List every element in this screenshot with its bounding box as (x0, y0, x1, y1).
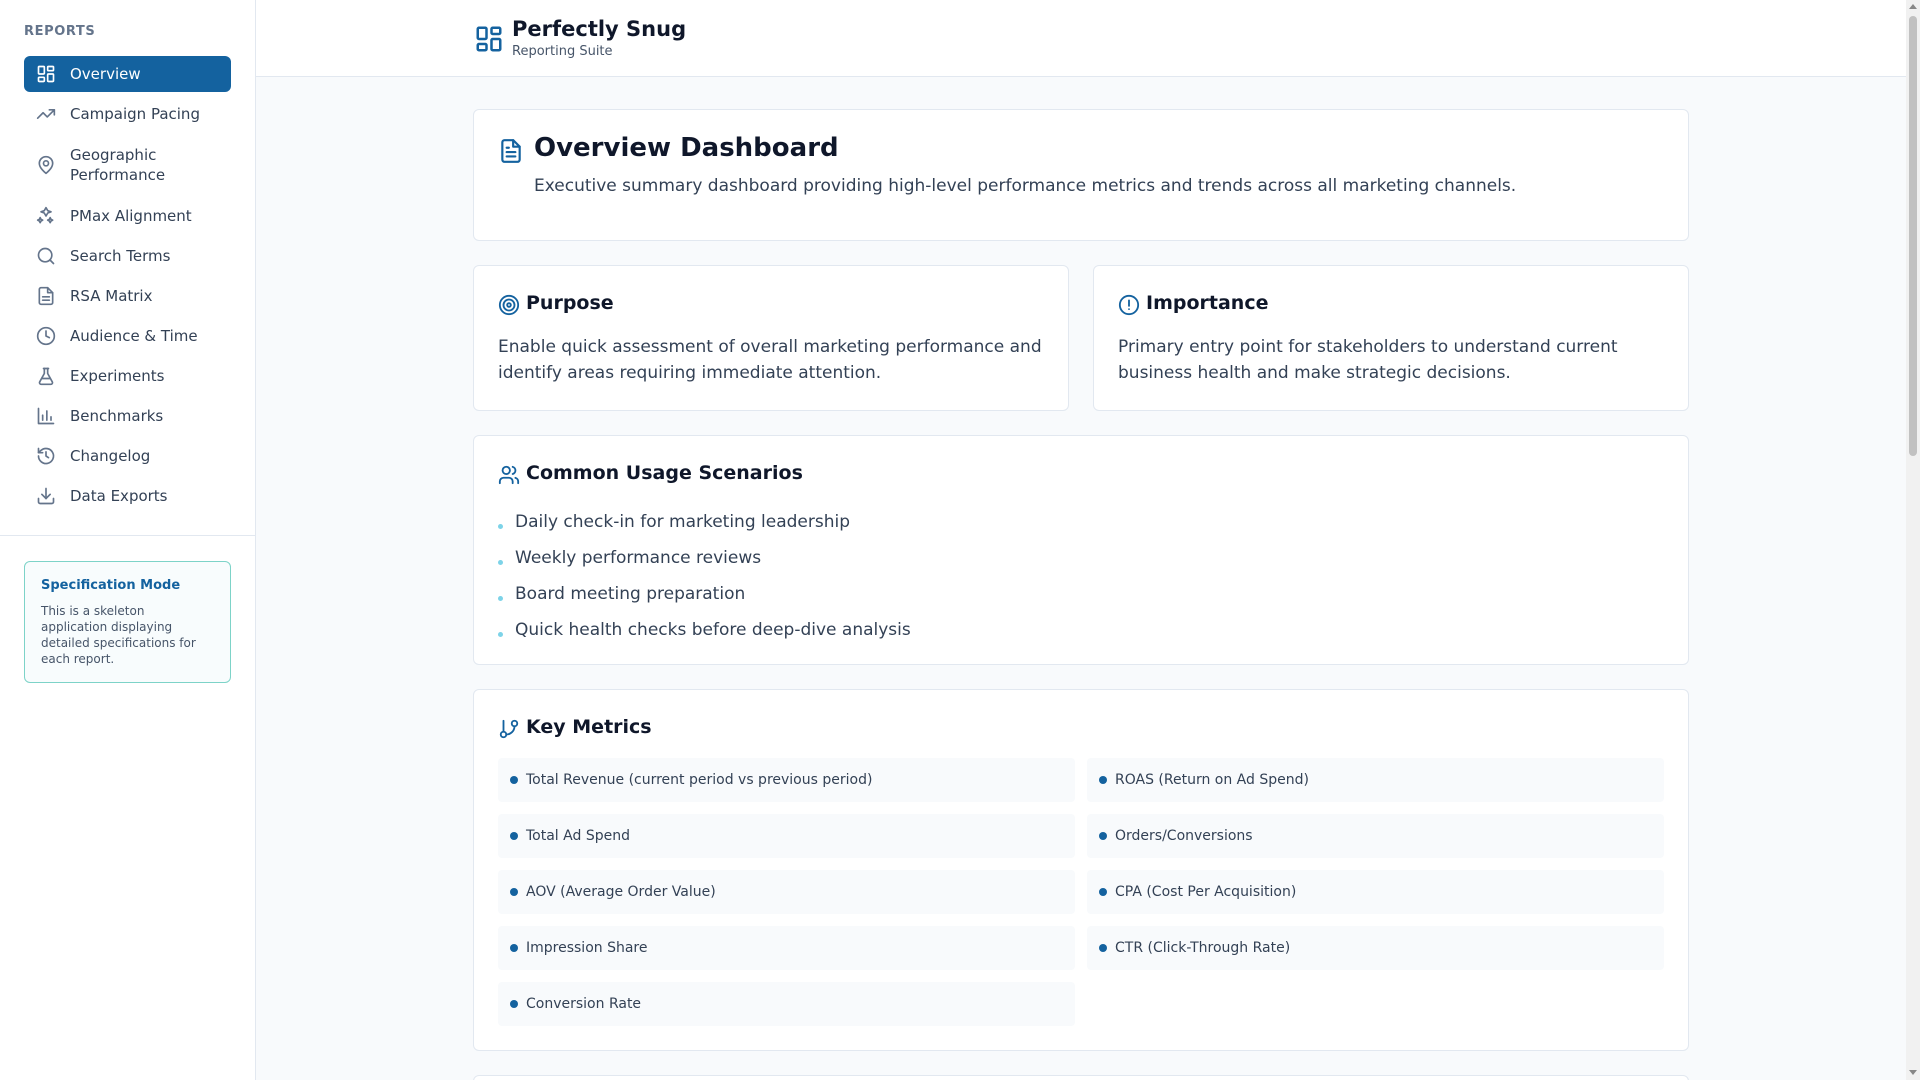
sidebar-item-label: Geographic Performance (70, 146, 166, 184)
download-icon (36, 486, 56, 506)
dashboard-icon (36, 64, 56, 84)
sidebar-item-changelog[interactable] (24, 438, 231, 474)
sidebar-item-benchmarks[interactable] (24, 398, 231, 434)
importance-card (1093, 265, 1689, 411)
next-section-card (473, 1075, 1689, 1080)
flask-icon (36, 366, 56, 386)
sidebar-nav (24, 56, 231, 518)
usage-item-text: Quick health checks before deep-dive analysis (515, 620, 911, 640)
metric-item (1087, 758, 1664, 802)
scroll-down-arrow[interactable] (1909, 1070, 1917, 1075)
list-item (498, 576, 911, 612)
bullet-dot (510, 832, 518, 840)
bullet-dot (1099, 832, 1107, 840)
metric-label: Orders/Conversions (1115, 828, 1253, 844)
purpose-card (473, 265, 1069, 411)
metric-item (1087, 926, 1664, 970)
sidebar-item-pmax-alignment[interactable] (24, 198, 231, 234)
metrics-title: Key Metrics (526, 716, 652, 738)
map-pin-icon (36, 155, 56, 175)
trending-up-icon (36, 104, 56, 124)
bar-chart-icon (36, 406, 56, 426)
usage-item-text: Weekly performance reviews (515, 548, 762, 568)
list-item (498, 612, 911, 648)
page-description: Executive summary dashboard providing high-level performance metrics and trends across all marketing channels. (534, 176, 1517, 196)
sidebar-item-audience-time[interactable] (24, 318, 231, 354)
metric-label: AOV (Average Order Value) (526, 884, 716, 900)
sidebar-item-search-terms[interactable] (24, 238, 231, 274)
search-icon (36, 246, 56, 266)
purpose-title: Purpose (526, 292, 614, 314)
usage-title: Common Usage Scenarios (526, 462, 803, 484)
metric-item (498, 870, 1075, 914)
bullet-dot (1099, 776, 1107, 784)
sidebar (0, 0, 256, 1080)
sidebar-item-data-exports[interactable] (24, 478, 231, 514)
metric-label: Total Ad Spend (526, 828, 630, 844)
sparkles-icon (36, 206, 56, 226)
sidebar-item-label: Changelog (70, 447, 151, 465)
overview-card (473, 109, 1689, 241)
target-icon (498, 294, 520, 316)
sidebar-item-geographic-performance[interactable] (24, 136, 231, 194)
specification-mode-notice (24, 561, 231, 683)
top-header (256, 0, 1906, 77)
sidebar-item-experiments[interactable] (24, 358, 231, 394)
list-item (498, 540, 911, 576)
sidebar-item-label: PMax Alignment (70, 207, 192, 225)
page-scrollbar[interactable] (1906, 0, 1920, 1080)
document-icon (36, 286, 56, 306)
spec-title: Specification Mode (41, 578, 181, 593)
metric-item (1087, 870, 1664, 914)
metric-item (498, 758, 1075, 802)
spec-text: This is a skeleton application displaying detailed specifications for each report. (41, 604, 196, 666)
scroll-up-arrow[interactable] (1909, 4, 1917, 9)
purpose-text: Enable quick assessment of overall marketing performance and identify areas requiring immediate attention. (498, 337, 1042, 383)
importance-text: Primary entry point for stakeholders to understand current business health and make strategic decisions. (1118, 337, 1618, 383)
sidebar-item-label: RSA Matrix (70, 287, 153, 305)
brand-subtitle: Reporting Suite (512, 44, 613, 59)
metric-label: CPA (Cost Per Acquisition) (1115, 884, 1297, 900)
bullet-dot (510, 888, 518, 896)
metric-label: Conversion Rate (526, 996, 642, 1012)
sidebar-item-label: Overview (70, 65, 141, 83)
metric-label: Total Revenue (current period vs previous period) (526, 772, 873, 788)
page-title: Overview Dashboard (534, 133, 839, 163)
bullet-dot (1099, 888, 1107, 896)
history-icon (36, 446, 56, 466)
usage-scenarios-card (473, 435, 1689, 665)
usage-item-text: Daily check-in for marketing leadership (515, 512, 851, 532)
scroll-thumb[interactable] (1909, 16, 1917, 456)
bullet-dot (1099, 944, 1107, 952)
importance-title: Importance (1146, 292, 1269, 314)
sidebar-heading: REPORTS (24, 24, 96, 39)
metric-label: Impression Share (526, 940, 648, 956)
metric-item (1087, 814, 1664, 858)
sidebar-item-label: Data Exports (70, 487, 168, 505)
key-metrics-card (473, 689, 1689, 1051)
sidebar-divider (0, 535, 255, 536)
bullet-dot (498, 632, 503, 637)
document-icon (498, 138, 524, 164)
bullet-dot (510, 776, 518, 784)
sidebar-item-label: Search Terms (70, 247, 171, 265)
sidebar-item-label: Campaign Pacing (70, 105, 200, 123)
metrics-grid (498, 758, 1664, 1026)
clock-icon (36, 326, 56, 346)
git-branch-icon (498, 718, 520, 740)
bullet-dot (498, 524, 503, 529)
usage-list (498, 504, 911, 648)
bullet-dot (498, 596, 503, 601)
dashboard-logo-icon (474, 24, 504, 54)
sidebar-item-rsa-matrix[interactable] (24, 278, 231, 314)
sidebar-item-label: Audience & Time (70, 327, 198, 345)
sidebar-item-label: Experiments (70, 367, 165, 385)
bullet-dot (510, 1000, 518, 1008)
sidebar-item-label: Benchmarks (70, 407, 164, 425)
sidebar-item-campaign-pacing[interactable] (24, 96, 231, 132)
metric-label: ROAS (Return on Ad Spend) (1115, 772, 1309, 788)
alert-circle-icon (1118, 294, 1140, 316)
users-icon (498, 464, 520, 486)
metric-item (498, 814, 1075, 858)
bullet-dot (498, 560, 503, 565)
metric-item (498, 982, 1075, 1026)
bullet-dot (510, 944, 518, 952)
sidebar-item-overview[interactable] (24, 56, 231, 92)
usage-item-text: Board meeting preparation (515, 584, 746, 604)
metric-item (498, 926, 1075, 970)
metric-label: CTR (Click-Through Rate) (1115, 940, 1291, 956)
list-item (498, 504, 911, 540)
brand-name: Perfectly Snug (512, 17, 687, 41)
